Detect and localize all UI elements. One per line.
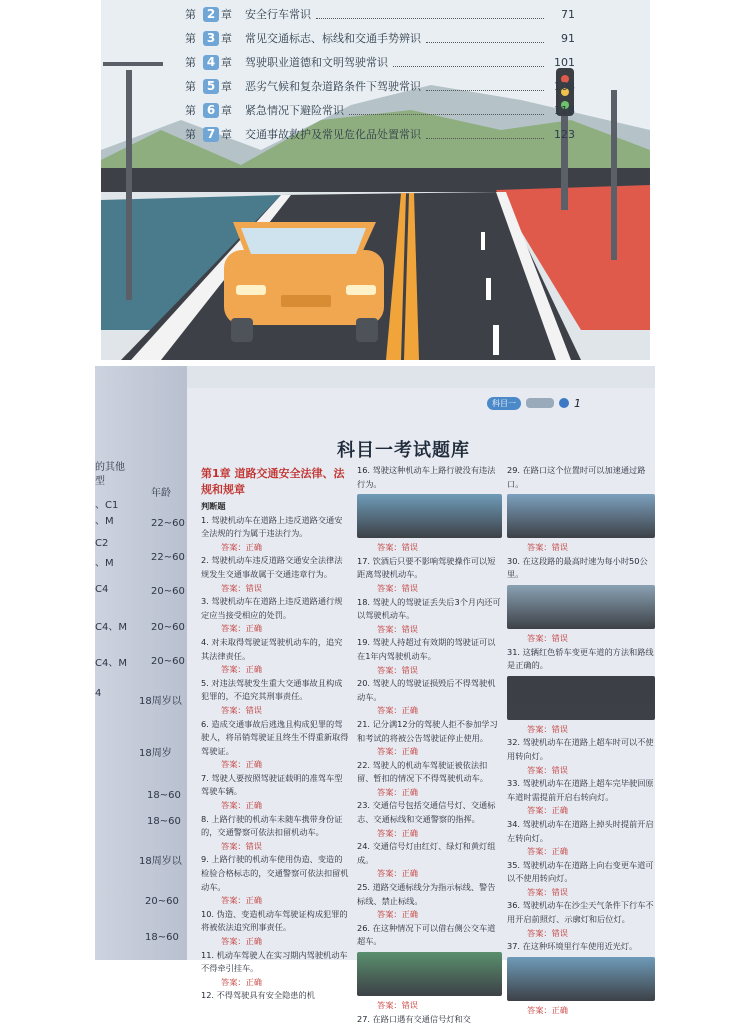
question-text: 24. 交通信号灯由红灯、绿灯和黄灯组成。: [357, 841, 496, 865]
question-text: 25. 道路交通标线分为指示标线、警告标线、禁止标线。: [357, 882, 496, 906]
page-number: 108: [554, 79, 575, 93]
question-text: 12. 不得驾驶具有安全隐患的机: [201, 990, 315, 1001]
question-text: 19. 驾驶人持超过有效期的驾驶证可以在1年内驾驶机动车。: [357, 637, 496, 661]
answer-text: 答案：错误: [377, 623, 418, 634]
question-text: 3. 驾驶机动车在道路上违反道路通行规定应当接受相应的处罚。: [201, 596, 343, 620]
chapter-prefix: 第: [185, 128, 196, 141]
question-text: 35. 驾驶机动车在道路上向右变更车道可以不使用转向灯。: [507, 859, 654, 884]
toc-row[interactable]: [185, 122, 575, 146]
table-cell: 型: [95, 476, 105, 487]
answer-text: 答案：正确: [377, 786, 418, 797]
page-number: 118: [554, 103, 575, 117]
chapter-suffix: 章: [221, 8, 232, 21]
question-list: [201, 514, 349, 1003]
toc-row[interactable]: [185, 50, 575, 74]
table-cell: 18周岁以: [139, 696, 182, 707]
question-text: 7. 驾驶人要按照驾驶证载明的准驾车型驾驶车辆。: [201, 772, 343, 797]
chapter-title: 恶劣气候和复杂道路条件下驾驶常识: [245, 80, 421, 93]
answer-text: 答案：正确: [221, 895, 262, 906]
subject-tab: 科目一: [487, 397, 521, 410]
question-column-2: [357, 464, 502, 1026]
answer-text: 答案：正确: [221, 664, 262, 675]
answer-text: 答案：正确: [221, 976, 262, 987]
table-cell: 、M: [95, 558, 114, 569]
table-cell: 18~60: [147, 790, 181, 801]
answer-text: 答案：正确: [527, 846, 568, 857]
page-title: 科目一考试题库: [337, 440, 470, 461]
toc-row[interactable]: [185, 2, 575, 26]
table-cell: 、M: [95, 516, 114, 527]
answer-text: 答案：错误: [527, 632, 568, 643]
chapter-number-badge: 7: [203, 127, 219, 142]
table-cell: 18周岁以: [139, 856, 182, 867]
table-cell: 20~60: [151, 656, 185, 667]
toc-row[interactable]: [185, 26, 575, 50]
question-text: 8. 上路行驶的机动车未随车携带身份证的，交通警察可依法扣留机动车。: [201, 813, 343, 838]
question-column-3: [507, 464, 655, 1017]
answer-text: 答案：正确: [221, 623, 262, 634]
table-cell: C4: [95, 584, 109, 595]
question-text: 16. 驾驶这种机动车上路行驶没有违法行为。: [357, 465, 496, 489]
question-photo: [507, 585, 655, 629]
lamp-post-right: [611, 90, 617, 260]
page-header: [487, 396, 647, 410]
chapter-suffix: 章: [221, 128, 232, 141]
page-number: 101: [554, 55, 575, 69]
chapter-prefix: 第: [185, 32, 196, 45]
answer-text: 答案：错误: [377, 582, 418, 593]
chapter-number: 第1章: [201, 467, 231, 480]
page-number: 91: [561, 31, 575, 45]
left-page-table: [95, 366, 187, 960]
answer-text: 答案：正确: [221, 541, 262, 552]
lamp-post-left: [126, 70, 132, 300]
section-label: 判断题: [201, 501, 226, 511]
question-photo: [507, 957, 655, 1001]
question-text: 34. 驾驶机动车在道路上掉头时提前开启左转向灯。: [507, 818, 654, 843]
question-text: 5. 对违法驾驶发生重大交通事故且构成犯罪的，不追究其刑事责任。: [201, 677, 343, 702]
table-cell: C4、M: [95, 622, 127, 633]
question-text: 6. 造成交通事故后逃逸且构成犯罪的驾驶人，将吊销驾驶证且终生不得重新取得驾驶证。: [201, 718, 349, 756]
chapter-number-badge: 3: [203, 31, 219, 46]
answer-text: 答案：错误: [527, 927, 568, 938]
answer-text: 答案：正确: [377, 868, 418, 879]
question-text: 36. 驾驶机动车在沙尘天气条件下行车不用开启前照灯、示廓灯和后位灯。: [507, 900, 654, 925]
leader-dots: [426, 129, 544, 139]
question-text: 4. 对未取得驾驶证驾驶机动车的，追究其法律责任。: [201, 636, 343, 661]
lane-dash: [493, 325, 499, 355]
question-text: 22. 驾驶人的机动车驾驶证被依法扣留、暂扣的情况下不得驾驶机动车。: [357, 759, 489, 784]
leader-dots: [349, 105, 544, 115]
answer-text: 答案：正确: [377, 746, 418, 757]
question-text: 17. 饮酒后只要不影响驾驶操作可以短距离驾驶机动车。: [357, 555, 496, 580]
question-text: 10. 伪造、变造机动车驾驶证构成犯罪的将被依法追究刑事责任。: [201, 908, 348, 933]
table-of-contents-illustration: [101, 0, 650, 360]
chapter-heading: [201, 466, 349, 498]
question-text: 31. 这辆红色轿车变更车道的方法和路线是正确的。: [507, 646, 654, 671]
chapter-title: 交通事故救护及常见危化品处置常识: [245, 128, 421, 141]
question-column-1: [201, 466, 349, 1003]
table-cell: 22~60: [151, 518, 185, 529]
question-text: 20. 驾驶人的驾驶证损毁后不得驾驶机动车。: [357, 678, 496, 702]
chapter-number-badge: 6: [203, 103, 219, 118]
answer-text: 答案：正确: [377, 705, 418, 716]
question-text: 27. 在路口遇有交通信号灯和交: [357, 1013, 471, 1024]
question-list: [357, 464, 502, 1026]
orange-car-icon: [224, 222, 384, 342]
toc-list: [185, 2, 575, 146]
chapter-suffix: 章: [221, 32, 232, 45]
leader-dots: [426, 81, 544, 91]
question-photo: [357, 494, 502, 538]
leader-dots: [393, 57, 544, 67]
table-cell: 、C1: [95, 500, 119, 511]
question-text: 21. 记分满12分的驾驶人拒不参加学习和考试的将被公告驾驶证停止使用。: [357, 718, 498, 743]
chapter-number-badge: 4: [203, 55, 219, 70]
table-cell: 18周岁: [139, 748, 172, 759]
answer-text: 答案：错误: [221, 840, 262, 851]
chapter-prefix: 第: [185, 104, 196, 117]
answer-text: 答案：正确: [221, 759, 262, 770]
chapter-prefix: 第: [185, 56, 196, 69]
question-photo: [357, 952, 502, 996]
question-text: 26. 在这种情况下可以借右侧公交车道超车。: [357, 922, 496, 947]
toc-row[interactable]: [185, 98, 575, 122]
right-page: [187, 388, 655, 1024]
table-cell: 20~60: [145, 896, 179, 907]
table-cell: C2: [95, 538, 109, 549]
car-icon: [526, 398, 554, 408]
chapter-suffix: 章: [221, 80, 232, 93]
answer-text: 答案：正确: [527, 805, 568, 816]
chapter-title: 常见交通标志、标线和交通手势辨识: [245, 32, 421, 45]
answer-text: 答案：错误: [527, 542, 568, 553]
lamp-arm-left: [103, 62, 163, 66]
chapter-title: 安全行车常识: [245, 8, 311, 21]
open-book-photo: [95, 366, 655, 1024]
question-text: 37. 在这种环境里行车使用近光灯。: [507, 941, 638, 952]
leader-dots: [316, 9, 544, 19]
answer-text: 答案：正确: [527, 1004, 568, 1015]
chapter-suffix: 章: [221, 56, 232, 69]
answer-text: 答案：错误: [377, 664, 418, 675]
question-text: 9. 上路行驶的机动车使用伪造、变造的检验合格标志的，交通警察可依法扣留机动车。: [201, 854, 349, 892]
answer-text: 答案：错误: [221, 704, 262, 715]
chapter-number-badge: 5: [203, 79, 219, 94]
chapter-prefix: 第: [185, 80, 196, 93]
answer-text: 答案：正确: [377, 827, 418, 838]
answer-text: 答案：正确: [221, 800, 262, 811]
question-text: 32. 驾驶机动车在道路上超车时可以不使用转向灯。: [507, 737, 654, 761]
table-cell: 20~60: [151, 586, 185, 597]
chapter-title: 驾驶职业道德和文明驾驶常识: [245, 56, 388, 69]
table-cell: 4: [95, 688, 102, 699]
table-cell: 20~60: [151, 622, 185, 633]
table-cell: C4、M: [95, 658, 127, 669]
chapter-prefix: 第: [185, 8, 196, 21]
question-text: 29. 在路口这个位置时可以加速通过路口。: [507, 465, 646, 489]
toc-row[interactable]: [185, 74, 575, 98]
lane-dash: [481, 232, 485, 250]
question-text: 23. 交通信号包括交通信号灯、交通标志、交通标线和交通警察的指挥。: [357, 800, 496, 825]
answer-text: 答案：错误: [527, 886, 568, 897]
question-photo: [507, 676, 655, 720]
question-text: 1. 驾驶机动车在道路上违反道路交通安全法规的行为属于违法行为。: [201, 514, 343, 539]
answer-text: 答案：错误: [527, 723, 568, 734]
question-text: 18. 驾驶人的驾驶证丢失后3个月内还可以驾驶机动车。: [357, 596, 501, 621]
table-cell: 18~60: [145, 932, 179, 943]
dot-icon: [559, 398, 569, 408]
page-number: 1: [574, 396, 581, 410]
leader-dots: [426, 33, 544, 43]
answer-text: 答案：正确: [221, 936, 262, 946]
chapter-number-badge: 2: [203, 7, 219, 22]
page-number: 123: [554, 127, 575, 141]
question-photo: [507, 494, 655, 538]
chapter-name: 道路交通安全法律、法规和规章: [201, 467, 345, 496]
question-text: 2. 驾驶机动车违反道路交通安全法律法规发生交通事故属于交通违章行为。: [201, 555, 343, 579]
lane-dash: [486, 278, 491, 300]
question-text: 11. 机动车驾驶人在实习期内驾驶机动车不得牵引挂车。: [201, 949, 348, 974]
answer-text: 答案：错误: [221, 582, 262, 593]
question-text: 30. 在这段路的最高时速为每小时50公里。: [507, 555, 648, 580]
answer-text: 答案：正确: [377, 909, 418, 920]
answer-text: 答案：错误: [377, 1000, 418, 1010]
answer-text: 答案：错误: [527, 764, 568, 775]
question-text: 33. 驾驶机动车在道路上超车完毕驶回原车道时需提前开启右转向灯。: [507, 778, 654, 802]
chapter-title: 紧急情况下避险常识: [245, 104, 344, 117]
answer-text: 答案：错误: [377, 542, 418, 553]
table-cell: 的其他: [95, 462, 125, 473]
table-cell: 22~60: [151, 552, 185, 563]
table-cell: 18~60: [147, 816, 181, 827]
question-list: [507, 464, 655, 1017]
table-header-cell: 年龄: [151, 488, 171, 499]
page-number: 71: [561, 7, 575, 21]
chapter-suffix: 章: [221, 104, 232, 117]
